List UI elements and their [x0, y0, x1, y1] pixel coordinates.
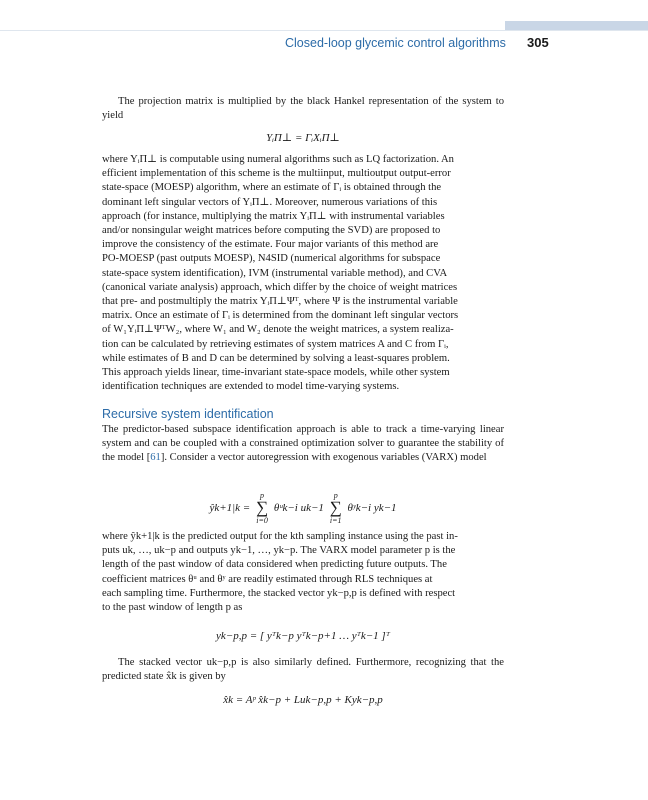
- moesp-line: (canonical variate analysis) approach, which differ by the choice of weight matrices: [102, 281, 458, 293]
- prediction-line: length of the past window of data considered when predicting future outputs. The: [102, 559, 447, 571]
- moesp-line: This approach yields linear, time-invariant state-space models, while other system: [102, 367, 450, 379]
- prediction-line: each sampling time. Furthermore, the stacked vector yk−p,p is defined with respect: [102, 587, 456, 599]
- varx-lhs: ŷk+1|k =: [209, 502, 251, 514]
- moesp-line: matrix. Once an estimate of Γᵢ is determined from the dominant left singular vectors: [102, 310, 459, 322]
- prediction-line: to the past window of length p as: [102, 602, 243, 614]
- sum-2-lower: i=1: [329, 516, 342, 525]
- paragraph-projection-text: The projection matrix is multiplied by the black Hankel representation of the system to yield: [102, 96, 504, 122]
- page-number: 305: [527, 35, 549, 50]
- paragraph-varx: [102, 423, 504, 466]
- moesp-line: efficient implementation of this scheme is the multiinput, multioutput output-error: [102, 168, 451, 180]
- moesp-line: and/or nonsingular weight matrices before computing the SVD) are proposed to: [102, 225, 441, 237]
- paragraph-moesp: [102, 153, 504, 394]
- moesp-line: of W₁YᵢΠ⊥ΨᵀW₂, where W₁ and W₂ denote the weight matrices, a system realiza-: [102, 324, 454, 336]
- varx-term-input: θᵘk−i uk−1: [273, 502, 324, 514]
- paragraph-stacked-text: The stacked vector uk−p,p is also similarly defined. Furthermore, recognizing that the predicted state x̂k is given by: [102, 657, 504, 683]
- prediction-line: where ŷk+1|k is the predicted output for the kth sampling instance using the past in-: [102, 531, 458, 542]
- equation-projection: YᵢΠ⊥ = ΓᵢXᵢΠ⊥: [266, 132, 340, 144]
- moesp-line: approach (for instance, multiplying the matrix YᵢΠ⊥ with instrumental variables: [102, 210, 445, 222]
- moesp-line: state-space (MOESP) algorithm, where an estimate of Γᵢ is obtained through the: [102, 182, 442, 194]
- header-accent-bar: [505, 21, 648, 30]
- paragraph-projection: [102, 95, 504, 123]
- sum-2-upper: p: [333, 491, 338, 500]
- prediction-line: coefficient matrices θᵘ and θʸ are readily estimated through RLS techniques at: [102, 573, 433, 585]
- sum-1-lower: i=0: [256, 516, 268, 525]
- moesp-line: dominant left singular vectors of YᵢΠ⊥. Moreover, numerous variations of this: [102, 196, 438, 208]
- moesp-line: identification techniques are extended to model time-varying systems.: [102, 381, 400, 393]
- varx-term-output: θʸk−i yk−1: [347, 502, 397, 514]
- sum-1: [256, 490, 268, 526]
- moesp-line: while estimates of B and D can be determined by solving a least-squares problem.: [102, 352, 450, 364]
- moesp-line: improve the consistency of the estimate. Four major variants of this method are: [102, 239, 439, 251]
- paragraph-stacked: [102, 656, 504, 684]
- equation-varx: [102, 490, 504, 526]
- equation-stacked-vector: yk−p,p = [ yᵀk−p yᵀk−p+1 … yᵀk−1 ]ᵀ: [216, 630, 390, 642]
- moesp-line: tion can be calculated by retrieving estimates of system matrices A and C from Γᵢ,: [102, 338, 449, 350]
- paragraph-prediction: [102, 530, 504, 615]
- sum-1-sigma: ∑: [255, 498, 269, 517]
- running-title: Closed-loop glycemic control algorithms: [285, 36, 506, 50]
- citation-link[interactable]: 61: [150, 452, 161, 464]
- section-heading-recursive: Recursive system identification: [102, 407, 274, 421]
- moesp-line: state-space system identification), IVM (instrumental variable method), and CVA: [102, 267, 448, 279]
- moesp-line: where YᵢΠ⊥ is computable using numeral algorithms such as LQ factorization. An: [102, 154, 454, 165]
- moesp-line: that pre- and postmultiply the matrix YᵢΠ⊥Ψᵀ, where Ψ is the instrumental variable: [102, 296, 458, 308]
- header-rule: [0, 30, 648, 31]
- sum-2: [330, 490, 342, 526]
- prediction-line: puts uk, …, uk−p and outputs yk−1, …, yk−p. The VARX model parameter p is the: [102, 545, 456, 557]
- equation-predicted-state: x̂k = Aᵖ x̂k−p + Luk−p,p + Kyk−p,p: [223, 694, 383, 706]
- varx-text-after: ]. Consider a vector autoregression with exogenous variables (VARX) model: [160, 452, 487, 464]
- sum-2-sigma: ∑: [329, 498, 342, 517]
- sum-1-upper: p: [260, 491, 265, 500]
- varx-text-before: The predictor-based subspace identification approach is able to track a time-varying linear system and can be coupled with a constrained optimization solver to guarantee the stability of the model [: [102, 424, 504, 464]
- moesp-line: PO-MOESP (past outputs MOESP), N4SID (numerical algorithms for subspace: [102, 253, 441, 265]
